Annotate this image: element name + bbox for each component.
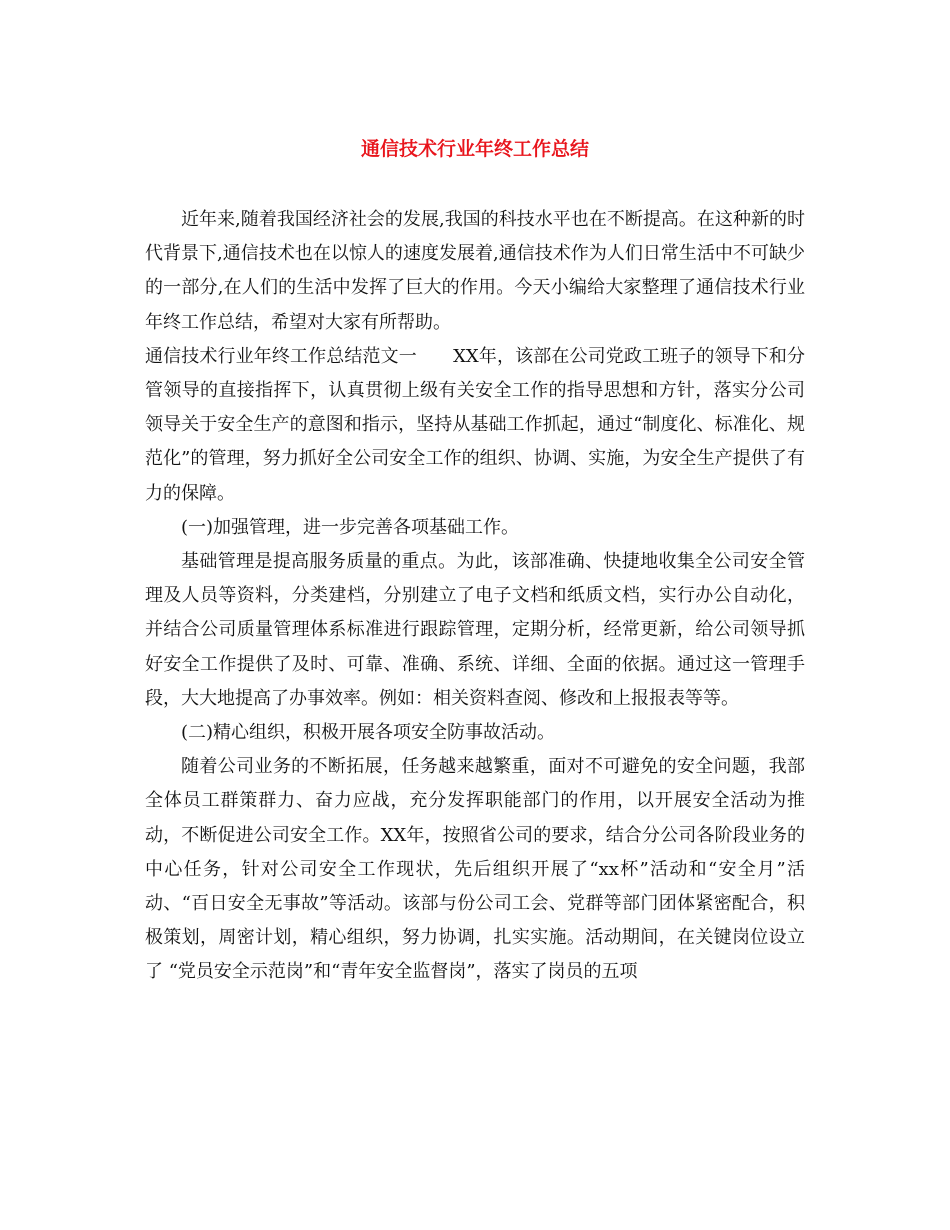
paragraph-safety-activities: 随着公司业务的不断拓展，任务越来越繁重，面对不可避免的安全问题，我部全体员工群策群力、奋力应战，充分发挥职能部门的作用，以开展安全活动为推动，不断促进公司安全工作。XX年，按照省公司的要求，结合分公司各阶段业务的中心任务，针对公司安全工作现状，先后组织开展了“xx杯”活动和“安全月”活动、“百日安全无事故”等活动。该部与份公司工会、党群等部门团体紧密配合，积极策划，周密计划，精心组织，努力协调，扎实实施。活动期间，在关键岗位设立了 “党员安全示范岗”和“青年安全监督岗”，落实了岗员的五项 [145,756,805,983]
document-body [145,203,805,990]
document-title: 通信技术行业年终工作总结 [360,138,589,160]
section-heading-1: (一)加强管理，进一步完善各项基础工作。 [181,516,520,538]
section-heading-2: (二)精心组织，积极开展各项安全防事故活动。 [181,722,556,744]
paragraph-sample-one: 通信技术行业年终工作总结范文一 XX年，该部在公司党政工班子的领导下和分管领导的直接指挥下，认真贯彻上级有关安全工作的指导思想和方针，落实分公司领导关于安全生产的意图和指示，坚持从基础工作抓起，通过“制度化、标准化、规范化”的管理，努力抓好全公司安全工作的组织、协调、实施，为安全生产提供了有力的保障。 [145,345,805,504]
paragraph-basic-management: 基础管理是提高服务质量的重点。为此，该部准确、快捷地收集全公司安全管理及人员等资料，分类建档，分别建立了电子文档和纸质文档，实行办公自动化，并结合公司质量管理体系标准进行跟踪管理，定期分析，经常更新，给公司领导抓好安全工作提供了及时、可靠、准确、系统、详细、全面的依据。通过这一管理手段，大大地提高了办事效率。例如：相关资料查阅、修改和上报报表等等。 [145,551,805,709]
paragraph-intro: 近年来,随着我国经济社会的发展,我国的科技水平也在不断提高。在这种新的时代背景下,通信技术也在以惊人的速度发展着,通信技术作为人们日常生活中不可缺少的一部分,在人们的生活中发挥了巨大的作用。今天小编给大家整理了通信技术行业年终工作总结，希望对大家有所帮助。 [145,209,805,333]
